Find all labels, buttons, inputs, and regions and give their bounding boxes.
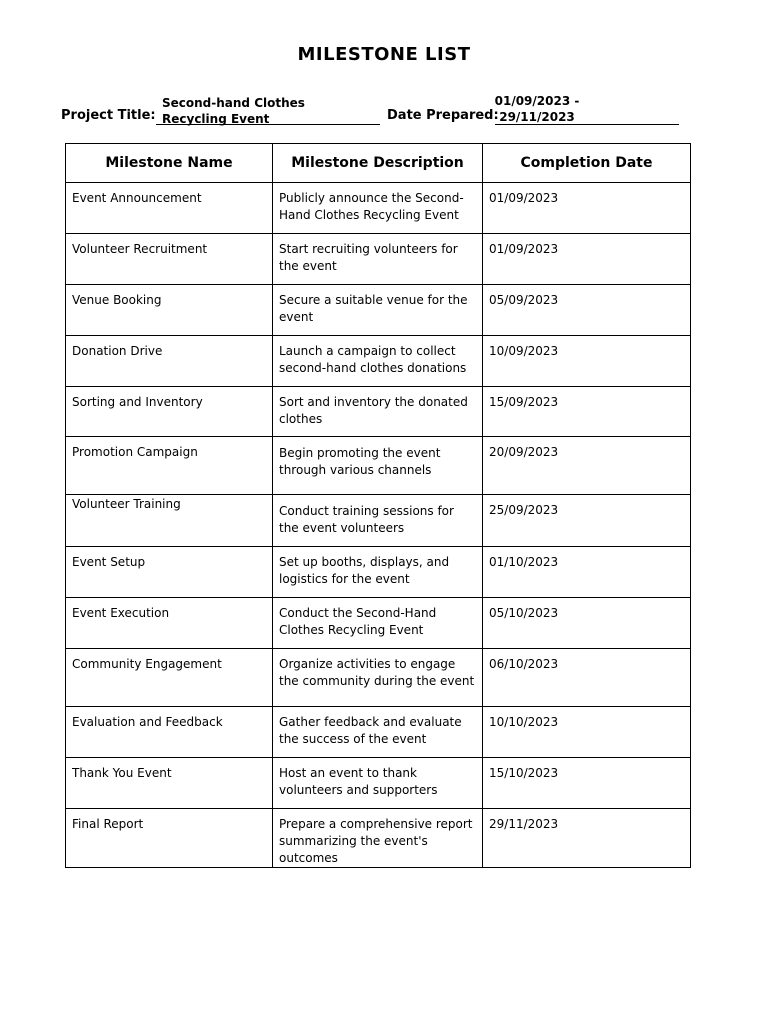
table-row <box>66 387 691 437</box>
milestone-description: Conduct training sessions for the event volunteers <box>273 495 483 547</box>
milestone-description: Host an event to thank volunteers and supporters <box>273 758 483 809</box>
milestone-description: Start recruiting volunteers for the event <box>273 234 483 285</box>
milestone-name: Thank You Event <box>66 758 273 809</box>
table-row <box>66 437 691 495</box>
date-prepared-underline <box>495 124 679 125</box>
completion-date: 01/09/2023 <box>483 183 691 234</box>
header-milestone-description: Milestone Description <box>273 144 483 183</box>
milestone-description: Secure a suitable venue for the event <box>273 285 483 336</box>
milestone-name: Event Setup <box>66 547 273 598</box>
table-header-row <box>66 144 691 183</box>
milestone-description: Begin promoting the event through various channels <box>273 437 483 495</box>
milestone-name: Final Report <box>66 809 273 868</box>
completion-date: 25/09/2023 <box>483 495 691 547</box>
table-row <box>66 285 691 336</box>
milestone-description: Sort and inventory the donated clothes <box>273 387 483 437</box>
date-prepared-value: 01/09/2023 - 29/11/2023 <box>494 94 580 124</box>
milestone-description: Publicly announce the Second-Hand Clothes Recycling Event <box>273 183 483 234</box>
milestone-name: Sorting and Inventory <box>66 387 273 437</box>
date-prepared-label: Date Prepared: <box>387 108 499 123</box>
completion-date: 01/10/2023 <box>483 547 691 598</box>
completion-date: 20/09/2023 <box>483 437 691 495</box>
milestone-name: Evaluation and Feedback <box>66 707 273 758</box>
milestone-name: Volunteer Training <box>66 495 273 547</box>
milestone-name: Promotion Campaign <box>66 437 273 495</box>
page-title: MILESTONE LIST <box>297 44 471 65</box>
milestone-table <box>65 143 691 868</box>
table-row <box>66 234 691 285</box>
completion-date: 01/09/2023 <box>483 234 691 285</box>
table-row <box>66 809 691 868</box>
project-title-underline <box>156 124 380 125</box>
table-row <box>66 547 691 598</box>
milestone-description: Launch a campaign to collect second-hand clothes donations <box>273 336 483 387</box>
table-row <box>66 183 691 234</box>
table-row <box>66 598 691 649</box>
milestone-name: Donation Drive <box>66 336 273 387</box>
table-row <box>66 649 691 707</box>
header-milestone-name: Milestone Name <box>66 144 273 183</box>
milestone-description: Conduct the Second-Hand Clothes Recycling Event <box>273 598 483 649</box>
milestone-description: Gather feedback and evaluate the success of the event <box>273 707 483 758</box>
table-row <box>66 495 691 547</box>
milestone-name: Volunteer Recruitment <box>66 234 273 285</box>
completion-date: 05/09/2023 <box>483 285 691 336</box>
completion-date: 10/10/2023 <box>483 707 691 758</box>
completion-date: 05/10/2023 <box>483 598 691 649</box>
completion-date: 29/11/2023 <box>483 809 691 868</box>
table-row <box>66 707 691 758</box>
completion-date: 15/10/2023 <box>483 758 691 809</box>
completion-date: 06/10/2023 <box>483 649 691 707</box>
table-row <box>66 758 691 809</box>
milestone-description: Set up booths, displays, and logistics for the event <box>273 547 483 598</box>
milestone-description: Organize activities to engage the community during the event <box>273 649 483 707</box>
milestone-name: Event Execution <box>66 598 273 649</box>
completion-date: 10/09/2023 <box>483 336 691 387</box>
milestone-name: Community Engagement <box>66 649 273 707</box>
header-completion-date: Completion Date <box>483 144 691 183</box>
completion-date: 15/09/2023 <box>483 387 691 437</box>
project-title-value: Second-hand Clothes Recycling Event <box>162 96 305 126</box>
milestone-name: Event Announcement <box>66 183 273 234</box>
milestone-name: Venue Booking <box>66 285 273 336</box>
milestone-description: Prepare a comprehensive report summarizing the event's outcomes <box>273 809 483 868</box>
table-row <box>66 336 691 387</box>
project-title-label: Project Title: <box>61 108 156 123</box>
